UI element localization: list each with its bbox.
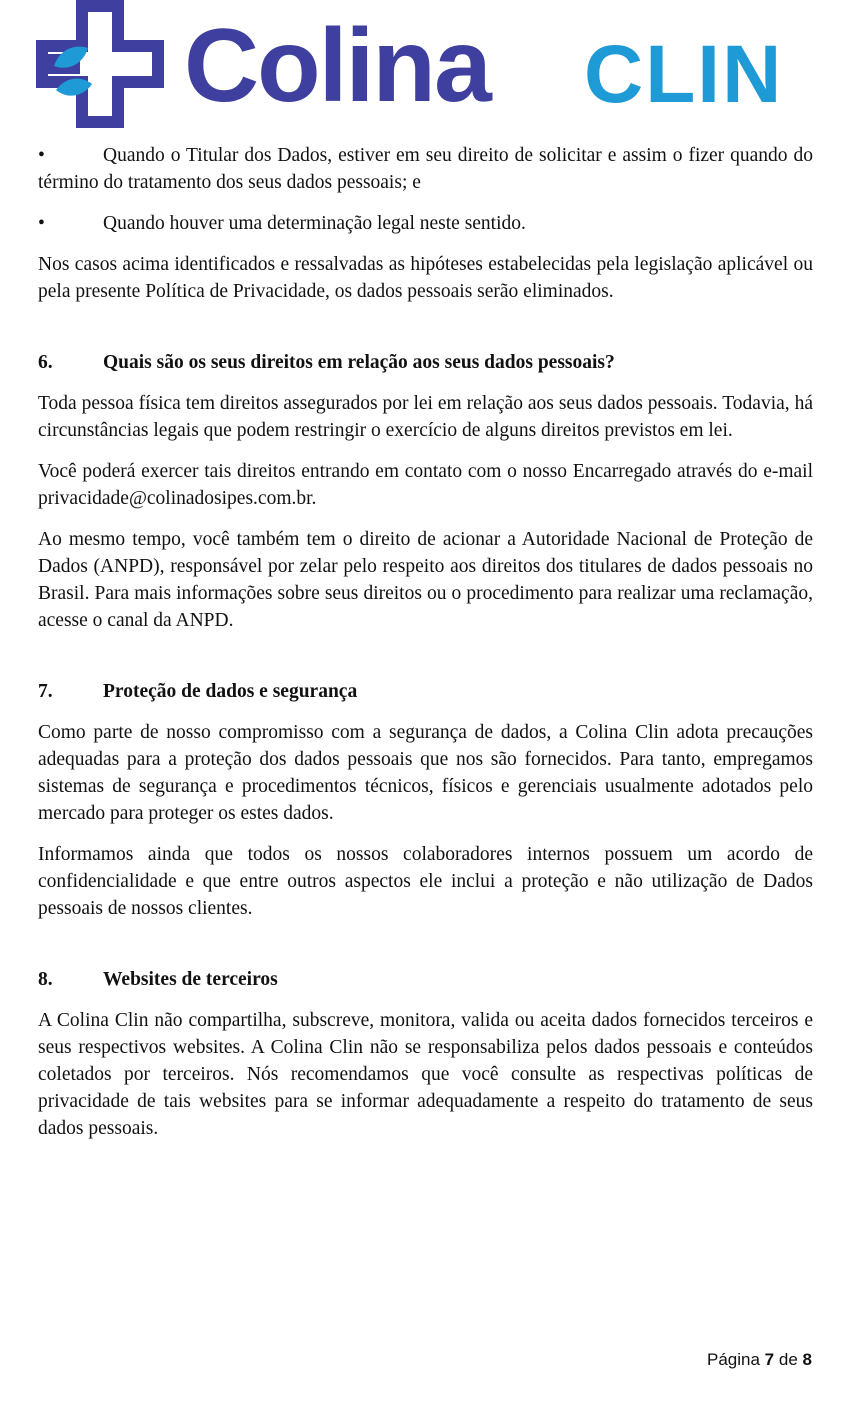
paragraph: Informamos ainda que todos os nossos colaboradores internos possuem um acordo de confidencialidade e que entre outros aspectos ele inclui a proteção e não utilização de Dados pessoais de nossos clientes. [38,844,813,919]
brand-name-sub: CLIN [584,29,784,120]
brand-name-main: Colina [184,8,490,124]
paragraph: Toda pessoa física tem direitos assegurados por lei em relação aos seus dados pessoais. Todavia, há circunstâncias legais que podem restringir o exercício de alguns direitos previstos em lei. [38,393,813,441]
document-body [38,142,813,1156]
bullet-item: • Quando o Titular dos Dados, estiver em seu direito de solicitar e assim o fizer quando do término do tratamento dos seus dados pessoais; e [38,142,813,196]
paragraph: Como parte de nosso compromisso com a segurança de dados, a Colina Clin adota precauções adequadas para a proteção dos dados pessoais que nos são fornecidos. Para tanto, empregamos sistemas de segurança e procedimentos técnicos, físicos e gerenciais usualmente adotados pelo mercado para proteger os estes dados. [38,722,813,824]
medical-cross-icon [36,0,176,134]
intro-paragraph: Nos casos acima identificados e ressalvadas as hipóteses estabelecidas pela legislação aplicável ou pela presente Política de Privacidade, os dados pessoais serão eliminados. [38,254,813,302]
bullet-mark: • [38,213,45,234]
section-heading-8: 8. Websites de terceiros [38,969,278,990]
colina-clin-logo [36,0,826,134]
bullet-mark: • [38,145,45,166]
paragraph: A Colina Clin não compartilha, subscreve, monitora, valida ou aceita dados fornecidos terceiros e seus respectivos websites. A Colina Clin não se responsabiliza pelos dados pessoais e conteúdos coletados por terceiros. Nós recomendamos que você consulte as respectivas políticas de privacidade de tais websites para se informar adequadamente a respeito do tratamento de seus dados pessoais. [38,1010,813,1139]
paragraph: Ao mesmo tempo, você também tem o direito de acionar a Autoridade Nacional de Proteção de Dados (ANPD), responsável por zelar pelo respeito aos direitos dos titulares de dados pessoais no Brasil. Para mais informações sobre seus direitos ou o procedimento para realizar uma reclamação, acesse o canal da ANPD. [38,529,813,631]
section-heading-6: 6. Quais são os seus direitos em relação aos seus dados pessoais? [38,352,615,373]
page-number: Página 7 de 8 [707,1350,812,1369]
paragraph: Você poderá exercer tais direitos entrando em contato com o nosso Encarregado através do e-mail privacidade@colinadosipes.com.br. [38,461,813,509]
section-heading-7: 7. Proteção de dados e segurança [38,681,358,702]
bullet-item: • Quando houver uma determinação legal neste sentido. [38,210,813,237]
